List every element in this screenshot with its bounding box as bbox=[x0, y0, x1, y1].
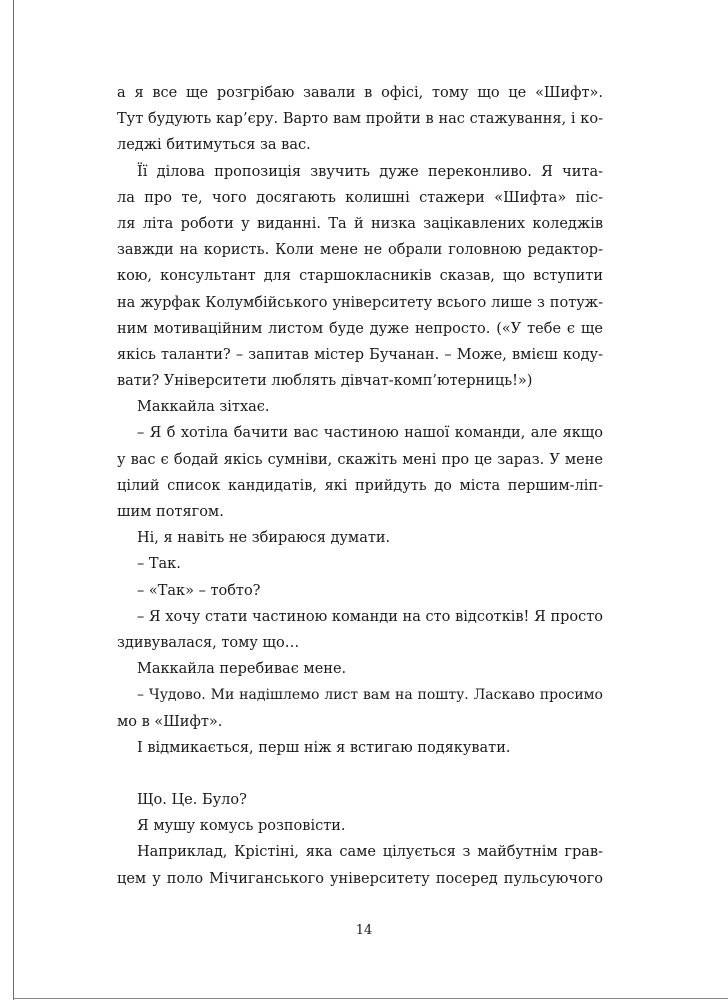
page-left-edge bbox=[13, 0, 14, 1000]
paragraph-gap bbox=[117, 761, 603, 787]
text-line: – Я б хотіла бачити вас частиною нашої команди, але якщо bbox=[137, 425, 603, 442]
text-line: Що. Це. Було? bbox=[137, 792, 247, 809]
text-line: здивувалася, тому що… bbox=[117, 634, 300, 651]
text-line: Я мушу комусь розповісти. bbox=[137, 818, 346, 835]
page-number: 14 bbox=[355, 923, 373, 938]
text-line: Маккайла перебиває мене. bbox=[137, 661, 347, 678]
text-line: цілий список кандидатів, які прийдуть до міста першим-ліп- bbox=[117, 477, 603, 494]
text-line: кою, консультант для старшокласників сказав, що вступити bbox=[117, 268, 603, 285]
text-line: Ні, я навіть не збираюся думати. bbox=[137, 530, 391, 547]
text-line: ля літа роботи у виданні. Та й низка зацікавлених коледжів bbox=[117, 215, 603, 232]
text-line: у вас є бодай якісь сумніви, скажіть мені про це зараз. У мене bbox=[117, 451, 603, 468]
page-bottom-edge bbox=[13, 998, 728, 999]
text-line: Наприклад, Крістіні, яка саме цілується з майбутнім грав- bbox=[137, 844, 603, 861]
body-text bbox=[117, 80, 603, 892]
text-line: – Я хочу стати частиною команди на сто відсотків! Я просто bbox=[137, 608, 603, 625]
text-line: якісь таланти? – запитав містер Бучанан. – Може, вмієш коду- bbox=[117, 346, 603, 363]
text-line: – Так. bbox=[137, 556, 181, 573]
text-line: І відмикається, перш ніж я встигаю подякувати. bbox=[137, 739, 511, 756]
text-line: Тут будують кар’єру. Варто вам пройти в нас стажування, і ко- bbox=[117, 111, 603, 128]
text-line: на журфак Колумбійського університету всього лише з потуж- bbox=[117, 294, 603, 311]
text-line: цем у поло Мічиганського університету посеред пульсуючого bbox=[117, 870, 603, 887]
text-line: завжди на користь. Коли мене не обрали головною редактор- bbox=[117, 242, 603, 259]
text-line: шим потягом. bbox=[117, 504, 224, 520]
text-line: леджі битимуться за вас. bbox=[117, 137, 311, 154]
text-line: – Чудово. Ми надішлемо лист вам на пошту. Ласкаво просимо bbox=[137, 687, 603, 704]
text-line: мо в «Шифт». bbox=[117, 713, 223, 730]
text-line: Маккайла зітхає. bbox=[137, 399, 270, 416]
text-line: ла про те, чого досягають колишні стажери «Шифта» піс- bbox=[117, 189, 603, 206]
text-line: а я все ще розгрібаю завали в офісі, тому що це «Шифт». bbox=[117, 85, 603, 101]
text-line: вати? Університети люблять дівчат-комп’ютерниць!») bbox=[117, 373, 533, 390]
text-line: ним мотиваційним листом буде дуже непросто. («У тебе є ще bbox=[117, 320, 603, 337]
text-line: – «Так» – тобто? bbox=[137, 582, 261, 599]
text-line: Її ділова пропозиція звучить дуже переконливо. Я чита- bbox=[137, 163, 603, 180]
